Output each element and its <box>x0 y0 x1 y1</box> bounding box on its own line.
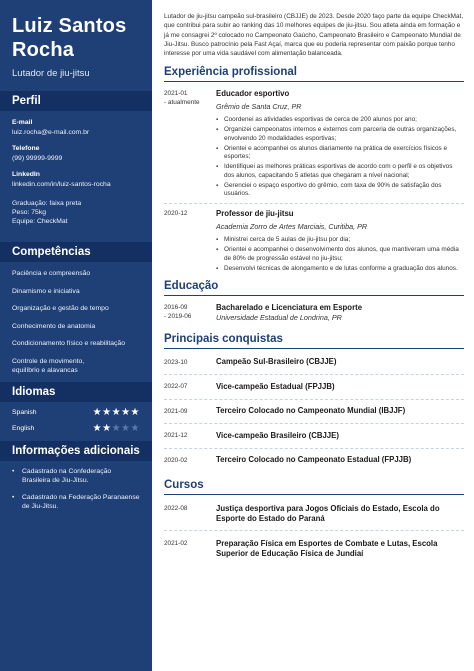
info-text: Cadastrado na Confederação Brasileira de Jiu-Jitsu. <box>22 467 112 484</box>
idiomas-heading: Idiomas <box>0 382 152 402</box>
divider <box>164 203 464 204</box>
bullet-item: ▪ Gerenciei o espaço esportivo do grêmio, com taxa de 90% de satisfação dos usuários. <box>216 182 464 199</box>
bullet-item: ▪ Orientei e acompanhei o desenvolvimento dos alunos, que mantiveram uma média de 80% de progressão estável no jiu-jitsu; <box>216 246 464 263</box>
linkedin-label: LinkedIn <box>12 171 40 178</box>
entry-date: 2021-02 <box>164 540 188 548</box>
entry-title: Terceiro Colocado no Campeonato Estadual (FPJJB) <box>216 455 412 465</box>
skill-item: Condicionamento físico e reabilitação <box>12 340 125 347</box>
email-value[interactable]: luiz.rocha@e-mail.com.br <box>12 129 90 136</box>
bullet-item: ▪ Identifiquei as melhores práticas esportivas de acordo com o perfil e os objetivos dos alunos, capacitando 5 atletas que chegaram a nível nacional; <box>216 163 464 180</box>
star-icon: ★★ <box>92 423 112 434</box>
language-row <box>0 406 152 420</box>
phone-value: (99) 99999-9999 <box>12 155 63 162</box>
bullet-item: ▪ Coordenei as atividades esportivas de cerca de 200 alunos por ano; <box>216 116 464 125</box>
entry-date: 2020-02 <box>164 456 188 464</box>
last-name: Rocha <box>12 39 75 61</box>
entry-title: Educador esportivo <box>216 89 290 99</box>
entry-date <box>164 89 216 200</box>
date-start: 2020-12 <box>164 210 188 218</box>
entry-date: 2021-12 <box>164 432 188 440</box>
achievement-row <box>164 400 464 424</box>
achievements-list <box>164 351 464 473</box>
entry-bullets <box>216 236 464 273</box>
entry-title: Campeão Sul-Brasileiro (CBJJE) <box>216 357 337 367</box>
bullet-icon: • <box>12 493 15 501</box>
date-end: - atualmente <box>164 99 200 107</box>
bullet-icon: • <box>12 467 15 475</box>
entry-title: Terceiro Colocado no Campeonato Mundial (IBJJF) <box>216 406 406 416</box>
achievement-row <box>164 351 464 375</box>
bullet-item: ▪ Ministrei cerca de 5 aulas de jiu-jitsu por dia; <box>216 236 464 245</box>
first-name: Luiz Santos <box>12 15 127 37</box>
entry-org: Grêmio de Santa Cruz, PR <box>216 102 302 112</box>
equipe: Equipe: CheckMat <box>12 218 68 225</box>
star-icon: ★★★★★ <box>92 407 140 418</box>
achievement-row <box>164 375 464 399</box>
experience-entry <box>164 89 464 200</box>
entry-title: Vice-campeão Estadual (FPJJB) <box>216 381 335 391</box>
achievement-row <box>164 424 464 448</box>
experience-entry <box>164 209 464 274</box>
sidebar <box>0 0 152 671</box>
entry-date <box>164 209 216 274</box>
perfil-heading: Perfil <box>0 91 152 111</box>
graduacao: Graduação: faixa preta <box>12 200 82 207</box>
skill-item: Dinamismo e iniciativa <box>12 287 80 295</box>
skill-item: Conhecimento de anatomia <box>12 322 96 330</box>
phone-label: Telefone <box>12 145 40 152</box>
info-item <box>0 493 152 511</box>
entry-body <box>216 303 464 323</box>
bullet-item: ▪ Desenvolvi técnicas de alongamento e de lutas conforme a graduação dos alunos. <box>216 265 464 274</box>
candidate-name <box>0 0 152 62</box>
entry-org: Universidade Estadual de Londrina, PR <box>216 312 342 322</box>
language-name: Spanish <box>12 409 37 416</box>
entry-title: Bacharelado e Licenciatura em Esporte <box>216 302 363 312</box>
candidate-role: Lutador de jiu-jitsu <box>12 68 90 79</box>
entry-body <box>216 89 464 200</box>
divider <box>164 530 464 531</box>
course-entry <box>164 539 464 559</box>
perfil-section <box>0 111 152 226</box>
entry-date: 2023-10 <box>164 358 188 366</box>
experiencia-heading: Experiência profissional <box>164 66 464 82</box>
skill-item: Controle de movimento, equilíbrio e alavancas <box>12 357 85 374</box>
date-end: - 2019-06 <box>164 312 192 320</box>
entry-date: 2022-07 <box>164 383 188 391</box>
educacao-heading: Educação <box>164 280 464 296</box>
language-rating <box>93 407 140 418</box>
entry-title: Preparação Física em Esportes de Combate e Lutas, Escola Superior de Educação Física de Jundiaí <box>216 539 438 559</box>
conquistas-heading: Principais conquistas <box>164 333 464 349</box>
language-rating <box>93 423 140 434</box>
peso: Peso: 75kg <box>12 209 47 216</box>
main-content <box>152 0 474 671</box>
bullet-item: ▪ Organizei campeonatos internos e externos com parceria de outras organizações, envolvendo 20 modalidades esportivas; <box>216 126 464 143</box>
course-entry <box>164 504 464 524</box>
summary: Lutador de jiu-jitsu campeão sul-brasileiro (CBJJE) de 2023. Desde 2020 faço parte da equipe CheckMat, que contribui para subir ao ranking das 10 melhores equipes de jiu-jitsu. Sou atleta ainda em formação e já me consagrei 2º colocado no Campeonato Gaúcho, Campeonato Brasileiro e Campeonato Mundial de Jiu-Jitsu. Busco patrocínio pela Fast Açaí, marca que eu poderia representar com paixão porque tenho interesse por uma vida saudável com alimentação balanceada. <box>164 13 464 58</box>
skill-item: Paciência e compreensão <box>12 270 91 277</box>
competencias-list <box>0 262 152 375</box>
entry-body <box>216 209 464 274</box>
info-heading: Informações adicionais <box>0 441 152 461</box>
star-empty-icon: ★★★ <box>111 423 140 434</box>
entry-date: 2022-08 <box>164 505 188 513</box>
skill-item: Organização e gestão de tempo <box>12 305 109 312</box>
entry-bullets <box>216 116 464 199</box>
entry-org: Academia Zorro de Artes Marciais, Curitiba, PR <box>216 222 368 232</box>
courses-list <box>164 504 464 559</box>
education-entry <box>164 303 464 323</box>
info-text: Cadastrado na Federação Paranaense de Jiu-Jitsu. <box>22 493 140 510</box>
achievement-row <box>164 449 464 473</box>
entry-date <box>164 303 216 323</box>
competencias-heading: Competências <box>0 242 152 262</box>
date-start: 2016-09 <box>164 303 188 311</box>
date-start: 2021-01 <box>164 90 188 98</box>
info-item <box>0 467 152 485</box>
entry-title: Justiça desportiva para Jogos Oficiais do Estado, Escola do Esporte do Estado do Paraná <box>216 504 440 524</box>
cursos-heading: Cursos <box>164 479 464 495</box>
linkedin-value[interactable]: linkedin.com/in/luiz-santos-rocha <box>12 181 111 188</box>
bullet-item: ▪ Orientei e acompanhei os alunos diariamente na prática de exercícios físicos e esportes; <box>216 145 464 162</box>
entry-date: 2021-09 <box>164 407 188 415</box>
entry-title: Vice-campeão Brasileiro (CBJJE) <box>216 430 339 440</box>
email-label: E-mail <box>12 119 33 126</box>
info-list <box>0 461 152 511</box>
idiomas-list <box>0 402 152 436</box>
language-row <box>0 422 152 436</box>
language-name: English <box>12 425 35 432</box>
entry-title: Professor de jiu-jitsu <box>216 209 294 219</box>
